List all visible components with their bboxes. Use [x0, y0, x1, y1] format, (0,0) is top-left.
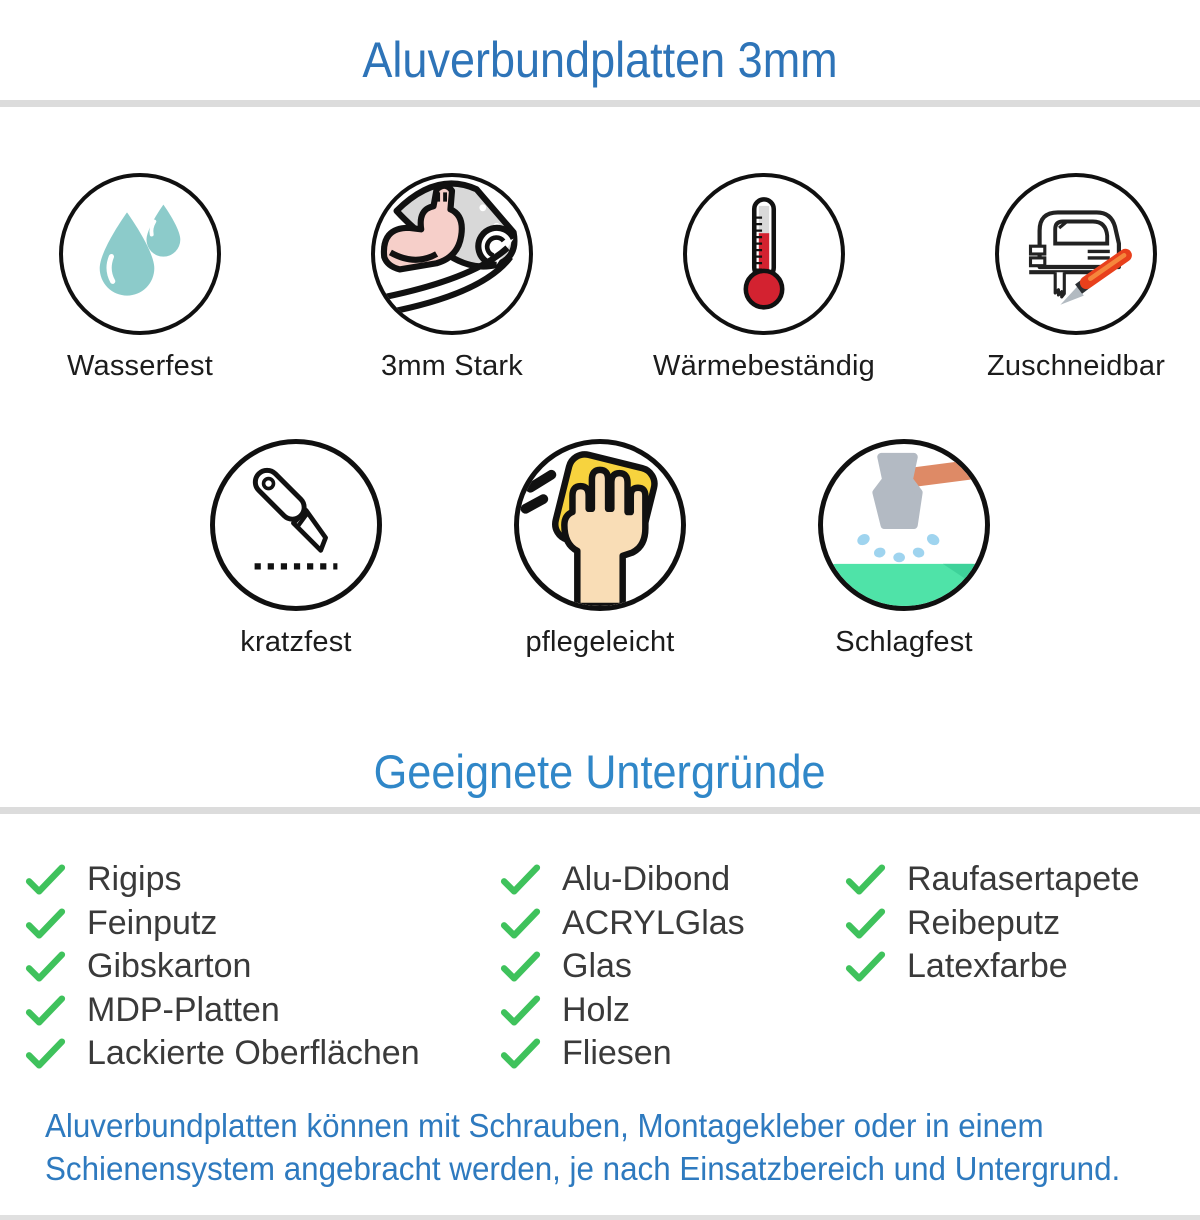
check-icon: [500, 951, 541, 982]
check-icon: [500, 864, 541, 895]
substrates-column-2: [500, 858, 845, 1076]
check-icon: [25, 1038, 66, 1069]
feature-label: Wasserfest: [67, 350, 213, 382]
feature-label: Zuschneidbar: [986, 350, 1166, 382]
list-item: [500, 858, 845, 902]
list-item-label: Latexfarbe: [907, 947, 1068, 986]
feature-wasserfest: [57, 173, 223, 383]
features-section: [0, 173, 1200, 659]
check-icon: [845, 908, 886, 939]
check-icon: [25, 864, 66, 895]
feature-circle: [683, 173, 845, 335]
feature-circle: [371, 173, 533, 335]
feature-zuschneidbar: [986, 173, 1166, 383]
feature-kratzfest: [208, 439, 384, 659]
feature-circle: [818, 439, 990, 611]
list-item: [25, 858, 500, 902]
jigsaw-knife-icon: [999, 177, 1153, 331]
feature-schlagfest: [816, 439, 992, 659]
substrates-column-1: [25, 858, 500, 1076]
check-icon: [25, 951, 66, 982]
list-item-label: Gibskarton: [87, 947, 252, 986]
feature-row-1: [0, 173, 1200, 383]
hand-cloth-icon: [519, 444, 681, 606]
substrates-section: [0, 858, 1200, 1076]
list-item: [25, 945, 500, 989]
list-item-label: ACRYLGlas: [562, 903, 745, 942]
check-icon: [845, 951, 886, 982]
feature-circle: [995, 173, 1157, 335]
list-item-label: Raufasertapete: [907, 860, 1140, 899]
substrates-heading-text: Geeignete Untergründe: [374, 744, 826, 798]
list-item-label: Lackierte Oberflächen: [87, 1034, 420, 1073]
list-item: [845, 858, 1200, 902]
feature-circle: [210, 439, 382, 611]
page-title-text: Aluverbundplatten 3mm: [362, 32, 838, 88]
list-item: [500, 1032, 845, 1076]
hammer-surface-icon: [823, 444, 985, 606]
feature-label: Wärmebeständig: [653, 350, 876, 382]
feature-pflegeleicht: [512, 439, 688, 659]
list-item-label: Rigips: [87, 860, 182, 899]
water-drops-icon: [63, 177, 217, 331]
feature-row-2: [0, 439, 1200, 659]
feature-3mm-stark: [369, 173, 535, 383]
substrates-heading: [0, 743, 1200, 799]
muscle-arm-panel-icon: [375, 177, 529, 331]
list-item-label: Reibeputz: [907, 903, 1061, 942]
utility-knife-icon: [215, 444, 377, 606]
thermometer-icon: [687, 177, 841, 331]
list-item: [845, 945, 1200, 989]
check-icon: [500, 908, 541, 939]
feature-label: Schlagfest: [835, 626, 973, 658]
divider-top: [0, 100, 1200, 107]
list-item: [25, 1032, 500, 1076]
substrates-column-3: [845, 858, 1200, 1076]
list-item-label: Holz: [562, 990, 631, 1029]
check-icon: [500, 1038, 541, 1069]
mounting-note-line-1: Aluverbundplatten können mit Schrauben, Montagekleber oder in einem: [45, 1106, 1044, 1144]
check-icon: [25, 995, 66, 1026]
feature-circle: [514, 439, 686, 611]
list-item: [500, 989, 845, 1033]
page-title: [0, 20, 1200, 100]
list-item: [25, 989, 500, 1033]
mounting-note-line-2: Schienensystem angebracht werden, je nach Einsatzbereich und Untergrund.: [45, 1149, 1121, 1187]
divider-bottom: [0, 1215, 1200, 1220]
list-item-label: Fliesen: [562, 1034, 672, 1073]
check-icon: [25, 908, 66, 939]
feature-label: 3mm Stark: [381, 350, 523, 382]
check-icon: [845, 864, 886, 895]
divider-middle: [0, 807, 1200, 814]
mounting-note: [0, 1104, 1200, 1190]
list-item: [845, 902, 1200, 946]
check-icon: [500, 995, 541, 1026]
list-item-label: Alu-Dibond: [562, 860, 731, 899]
list-item: [500, 945, 845, 989]
feature-waermebestaendig: [653, 173, 876, 383]
list-item-label: MDP-Platten: [87, 990, 280, 1029]
list-item: [500, 902, 845, 946]
list-item-label: Feinputz: [87, 903, 218, 942]
list-item-label: Glas: [562, 947, 632, 986]
feature-label: kratzfest: [240, 626, 352, 658]
feature-label: pflegeleicht: [525, 626, 675, 658]
feature-circle: [59, 173, 221, 335]
list-item: [25, 902, 500, 946]
